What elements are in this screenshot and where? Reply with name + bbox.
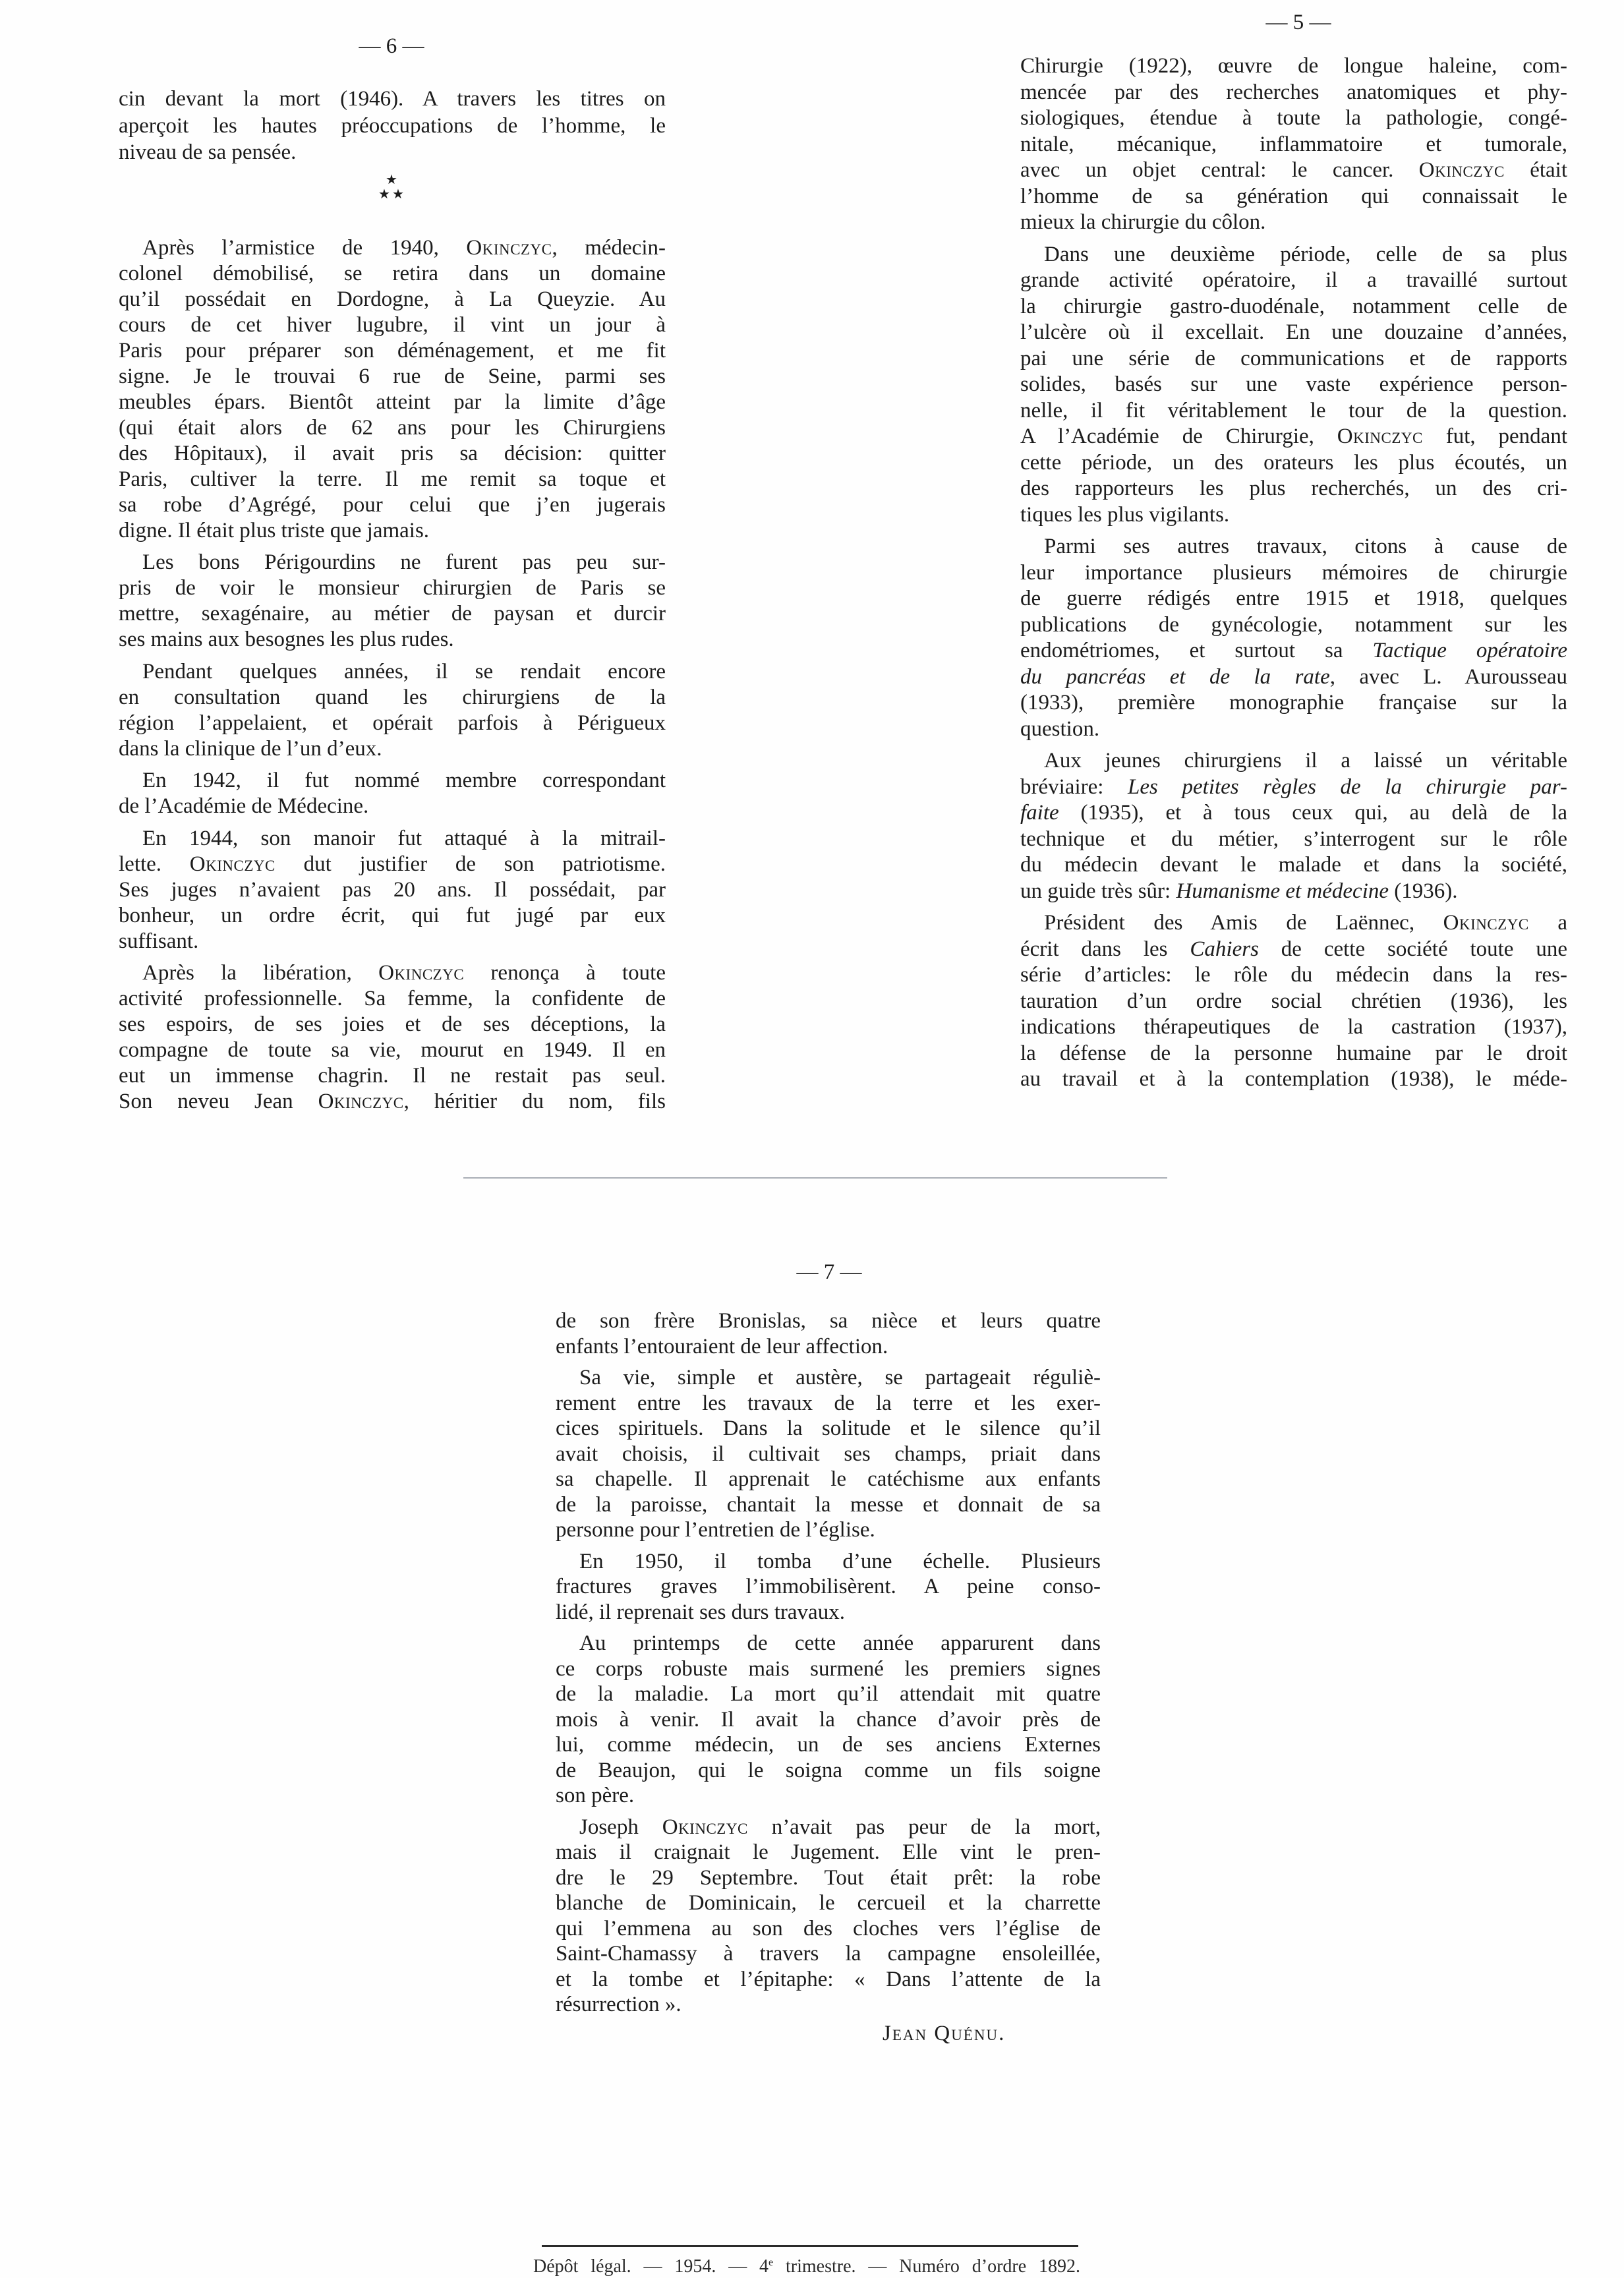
text-segment: blanche de Dominicain, le cercueil et la charrette — [556, 1891, 1101, 1915]
text-line — [556, 1783, 1101, 1809]
text-line — [556, 1517, 1101, 1543]
text-segment: de son frère Bronislas, sa nièce et leurs quatre — [556, 1309, 1101, 1333]
text-line — [1020, 476, 1567, 502]
paragraph — [556, 1631, 1101, 1809]
text-segment: meubles épars. Bientôt atteint par la limite d’âge — [119, 390, 666, 414]
text-segment: eut un immense chagrin. Il ne restait pas seul. — [119, 1063, 666, 1088]
text-line — [1020, 424, 1567, 450]
text-segment: cette période, un des orateurs les plus écoutés, un — [1020, 450, 1567, 475]
text-segment: était — [1504, 158, 1567, 182]
text-segment: qu’il possédait en Dordogne, à La Queyzie. Au — [119, 287, 666, 311]
text-line — [119, 287, 666, 312]
text-line — [556, 1758, 1101, 1784]
text-line — [119, 139, 666, 166]
text-segment: mois à venir. Il avait la chance d’avoir près de — [556, 1707, 1101, 1732]
text-line — [556, 1865, 1101, 1891]
text-segment: leur importance plusieurs mémoires de chirurgie — [1020, 560, 1567, 585]
text-line — [1020, 879, 1567, 905]
text-segment: dut justifier de son patriotisme. — [275, 852, 666, 876]
text-segment: cours de cet hiver lugubre, il vint un jour à — [119, 313, 666, 337]
text-segment: compagne de toute sa vie, mourut en 1949. Il en — [119, 1037, 666, 1062]
text-segment: résurrection ». — [556, 1993, 682, 2016]
text-line — [556, 1365, 1101, 1391]
text-line — [556, 1890, 1101, 1916]
text-line — [1020, 184, 1567, 210]
small-caps-name: Okinczyc — [1443, 911, 1529, 935]
paragraph — [1020, 53, 1567, 236]
text-segment: lette. — [119, 852, 190, 876]
star-icon: ★ — [392, 186, 404, 202]
italic-title: Les petites règles de la chirurgie par- — [1128, 774, 1567, 799]
page-5-body-text — [1020, 53, 1567, 1093]
text-segment: n’avait pas peur de la mort, — [747, 1815, 1101, 1839]
text-line — [1020, 320, 1567, 346]
text-line — [556, 1916, 1101, 1942]
text-segment: cin devant la mort (1946). A travers les titres on — [119, 87, 666, 111]
text-segment: , médecin- — [552, 236, 666, 260]
text-segment: enfants l’entouraient de leur affection. — [556, 1334, 888, 1358]
text-segment: bonheur, un ordre écrit, qui fut jugé par eux — [119, 903, 666, 927]
text-line — [119, 601, 666, 627]
text-segment: sa robe d’Agrégé, pour celui que j’en jugerais — [119, 493, 666, 517]
text-line — [1020, 502, 1567, 529]
paragraph — [119, 235, 666, 544]
text-line — [1020, 910, 1567, 937]
text-line — [1020, 690, 1567, 716]
text-line — [119, 826, 666, 852]
text-segment: la défense de la personne humaine par le droit — [1020, 1041, 1567, 1065]
small-caps-name: Okinczyc — [1418, 158, 1505, 182]
text-segment: A l’Académie de Chirurgie, — [1020, 424, 1337, 448]
text-segment: technique et du métier, s’interrogent sur le rôle — [1020, 827, 1567, 851]
text-segment: colonel démobilisé, se retira dans un domaine — [119, 262, 666, 285]
text-line — [1020, 612, 1567, 639]
paragraph — [1020, 242, 1567, 529]
text-line — [1020, 398, 1567, 424]
text-line — [556, 1992, 1101, 2018]
paragraph — [556, 1549, 1101, 1625]
text-segment: mettre, sexagénaire, au métier de paysan et durcir — [119, 602, 666, 626]
text-line — [1020, 80, 1567, 106]
text-segment: dans la clinique de l’un d’eux. — [119, 736, 382, 761]
text-segment: Après l’armistice de 1940, — [142, 236, 467, 260]
text-line — [1020, 294, 1567, 320]
star-icon: ★ — [378, 186, 390, 202]
text-segment: suffisant. — [119, 929, 199, 953]
text-segment: lidé, il reprenait ses durs travaux. — [556, 1600, 845, 1624]
paragraph — [1020, 534, 1567, 742]
text-segment: dre le 29 Septembre. Tout était prêt: la robe — [556, 1865, 1101, 1890]
text-segment: la chirurgie gastro-duodénale, notamment celle de — [1020, 294, 1567, 318]
text-line — [556, 1416, 1101, 1442]
italic-title: Tactique opératoire — [1372, 639, 1568, 662]
paragraph — [119, 550, 666, 653]
text-segment: Paris pour préparer son déménagement, et me fit — [119, 339, 666, 363]
text-segment: ses espoirs, de ses joies et de ses déceptions, la — [119, 1012, 666, 1036]
text-line — [1020, 242, 1567, 268]
text-segment: signe. Je le trouvai 6 rue de Seine, parmi ses — [119, 365, 666, 388]
text-line — [119, 518, 666, 544]
small-caps-name: Okinczyc — [662, 1815, 748, 1839]
paragraph — [119, 86, 666, 166]
text-line — [1020, 827, 1567, 853]
page-7-body-text — [556, 1308, 1101, 2018]
text-segment: En 1950, il tomba d’une échelle. Plusieurs — [579, 1549, 1101, 1573]
text-segment: pai une série de communications et de rapports — [1020, 346, 1567, 370]
legal-deposit-footer — [533, 2257, 1080, 2277]
text-line — [1020, 53, 1567, 80]
text-line — [1020, 346, 1567, 372]
text-segment: lui, comme médecin, un de ses anciens Externes — [556, 1733, 1101, 1757]
text-segment: (qui était alors de 62 ans pour les Chirurgiens — [119, 416, 666, 440]
small-caps-name: Okinczyc — [189, 852, 276, 876]
text-segment: Ses juges n’avaient pas 20 ans. Il possédait, par — [119, 877, 666, 902]
text-segment: qui l’emmena au son des cloches vers l’église de — [556, 1916, 1101, 1941]
text-line — [556, 1467, 1101, 1492]
text-segment: nelle, il fit véritablement le tour de la question. — [1020, 398, 1567, 423]
text-line — [556, 1707, 1101, 1733]
text-line — [119, 415, 666, 441]
text-line — [119, 903, 666, 929]
text-line — [119, 929, 666, 954]
text-segment: rement entre les travaux de la terre et les exer- — [556, 1391, 1101, 1415]
text-line — [556, 1840, 1101, 1865]
text-line — [119, 86, 666, 113]
text-line — [1020, 560, 1567, 587]
text-segment: de la maladie. La mort qu’il attendait mit quatre — [556, 1682, 1101, 1706]
small-caps-name: Okinczyc — [378, 960, 465, 985]
text-segment: Après la libération, — [142, 960, 379, 985]
text-segment: un guide très sûr: — [1020, 879, 1176, 903]
text-line — [556, 1492, 1101, 1518]
page-separator — [463, 1177, 1167, 1179]
text-segment: Pendant quelques années, il se rendait encore — [142, 659, 666, 684]
text-segment: , avec L. Aurousseau — [1329, 664, 1567, 689]
text-line — [1020, 800, 1567, 827]
text-line — [119, 852, 666, 877]
text-segment: avait choisis, il cultivait ses champs, priait dans — [556, 1442, 1101, 1466]
text-segment: solides, basés sur une vaste expérience person- — [1020, 372, 1567, 396]
text-line — [1020, 210, 1567, 236]
page-number-7: — 7 — — [796, 1260, 862, 1284]
text-line — [119, 113, 666, 140]
text-line — [119, 877, 666, 903]
text-line — [556, 1308, 1101, 1334]
text-segment: nitale, mécanique, inflammatoire et tumorale, — [1020, 132, 1567, 156]
text-line — [556, 1732, 1101, 1758]
text-segment: renonça à toute — [464, 960, 666, 985]
text-segment: de la paroisse, chantait la messe et donnait de sa — [556, 1492, 1101, 1517]
paragraph — [119, 768, 666, 819]
text-line — [119, 659, 666, 685]
text-segment: Au printemps de cette année apparurent dans — [579, 1631, 1101, 1655]
text-line — [1020, 989, 1567, 1015]
text-line — [119, 467, 666, 492]
text-segment: et la tombe et l’épitaphe: « Dans l’attente de la — [556, 1967, 1101, 1991]
page-6-intro-text — [119, 86, 666, 166]
text-segment: de Beaujon, qui le soigna comme un fils soigne — [556, 1758, 1101, 1782]
text-segment: mieux la chirurgie du côlon. — [1020, 210, 1266, 234]
text-segment: Saint-Chamassy à travers la campagne ensoleillée, — [556, 1942, 1101, 1966]
text-line — [119, 736, 666, 762]
text-line — [556, 1967, 1101, 1993]
text-line — [119, 685, 666, 711]
text-line — [556, 1600, 1101, 1625]
text-segment: des Hôpitaux), il avait pris sa décision: quitter — [119, 442, 666, 465]
text-segment: Joseph — [579, 1815, 662, 1839]
italic-title: du pancréas et de la rate — [1020, 664, 1330, 689]
text-segment: avec un objet central: le cancer. — [1020, 158, 1419, 182]
text-segment: de guerre rédigés entre 1915 et 1918, quelques — [1020, 587, 1567, 610]
asterism-icon — [372, 173, 411, 204]
text-line — [119, 441, 666, 467]
text-segment: siologiques, étendue à toute la pathologie, congé- — [1020, 106, 1567, 130]
text-segment: grande activité opératoire, il a travaillé surtout — [1020, 268, 1567, 292]
text-line — [119, 312, 666, 338]
text-segment: l’homme de sa génération qui connaissait le — [1020, 184, 1567, 208]
text-line — [119, 1037, 666, 1063]
paragraph — [1020, 910, 1567, 1093]
text-line — [1020, 586, 1567, 612]
text-line — [1020, 268, 1567, 294]
text-segment: indications thérapeutiques de la castration (1937), — [1020, 1015, 1567, 1039]
text-segment: pris de voir le monsieur chirurgien de Paris se — [119, 576, 666, 600]
author-signature: Jean Quénu. — [883, 2022, 1006, 2045]
text-line — [119, 1012, 666, 1037]
text-segment: aperçoit les hautes préoccupations de l’homme, le — [119, 113, 666, 138]
text-line — [556, 1941, 1101, 1967]
page-number-5: — 5 — — [1265, 11, 1331, 34]
text-segment: digne. Il était plus triste que jamais. — [119, 519, 430, 542]
text-line — [1020, 450, 1567, 477]
text-line — [1020, 1041, 1567, 1067]
page-6-body-text — [119, 235, 666, 1115]
text-segment: en consultation quand les chirurgiens de la — [119, 685, 666, 709]
text-segment: fut, pendant — [1422, 424, 1568, 448]
text-segment: mais il craignait le Jugement. Elle vint le pren- — [556, 1840, 1101, 1864]
text-segment: Parmi ses autres travaux, citons à cause de — [1044, 535, 1567, 558]
text-line — [1020, 664, 1567, 691]
text-segment: En 1944, son manoir fut attaqué à la mitrail- — [142, 826, 666, 850]
text-segment: bréviaire: — [1020, 774, 1128, 799]
paragraph — [119, 659, 666, 762]
text-line — [1020, 1014, 1567, 1041]
text-line — [556, 1549, 1101, 1575]
paragraph — [556, 1308, 1101, 1359]
text-line — [1020, 158, 1567, 184]
text-line — [556, 1442, 1101, 1467]
footer-superscript: e — [768, 2257, 774, 2268]
text-segment: de cette société toute une — [1258, 937, 1567, 961]
text-segment: activité professionnelle. Sa femme, la confidente de — [119, 986, 666, 1010]
paragraph — [556, 1815, 1101, 2018]
text-line — [1020, 1066, 1567, 1093]
text-segment: Sa vie, simple et austère, se partageait réguliè- — [579, 1366, 1101, 1389]
text-segment: cices spirituels. Dans la solitude et le silence qu’il — [556, 1416, 1101, 1440]
text-segment: Les bons Périgourdins ne furent pas peu sur- — [142, 550, 666, 575]
footer-text-end: trimestre. — Numéro d’ordre 1892. — [773, 2256, 1080, 2277]
text-line — [119, 575, 666, 601]
text-line — [119, 794, 666, 819]
text-line — [119, 492, 666, 518]
italic-title: Humanisme et médecine — [1176, 879, 1389, 903]
text-segment: En 1942, il fut nommé membre correspondant — [142, 769, 666, 793]
text-line — [119, 261, 666, 287]
text-segment: de l’Académie de Médecine. — [119, 794, 369, 819]
page-number-6: — 6 — — [359, 34, 424, 58]
text-line — [119, 1063, 666, 1089]
text-line — [119, 364, 666, 390]
text-segment: région l’appelaient, et opérait parfois à Périgueux — [119, 711, 666, 735]
text-segment: au travail et à la contemplation (1938), le méde- — [1020, 1067, 1567, 1091]
text-segment: (1933), première monographie française sur la — [1020, 691, 1567, 715]
text-line — [1020, 105, 1567, 132]
text-line — [1020, 638, 1567, 664]
text-segment: écrit dans les — [1020, 937, 1190, 961]
paragraph — [556, 1365, 1101, 1543]
text-segment: série d’articles: le rôle du médecin dans la res- — [1020, 963, 1567, 987]
text-segment: question. — [1020, 716, 1100, 741]
text-segment: tauration d’un ordre social chrétien (1936), les — [1020, 989, 1567, 1013]
text-line — [1020, 534, 1567, 560]
text-segment: (1936). — [1389, 879, 1458, 903]
text-line — [119, 627, 666, 653]
text-line — [119, 235, 666, 261]
text-segment: tiques les plus vigilants. — [1020, 502, 1230, 527]
text-line — [119, 986, 666, 1012]
text-line — [556, 1681, 1101, 1707]
text-segment: ce corps robuste mais surmené les premiers signes — [556, 1656, 1101, 1681]
text-segment: publications de gynécologie, notamment sur les — [1020, 612, 1567, 637]
paragraph — [119, 960, 666, 1115]
text-segment: Président des Amis de Laënnec, — [1044, 911, 1443, 935]
text-line — [1020, 774, 1567, 801]
paragraph — [119, 826, 666, 954]
text-line — [556, 1656, 1101, 1682]
text-line — [1020, 132, 1567, 158]
text-segment: fractures graves l’immobilisèrent. A peine conso- — [556, 1575, 1101, 1598]
text-line — [119, 338, 666, 364]
star-icon: ★ — [386, 171, 397, 187]
small-caps-name: Okinczyc — [1337, 424, 1423, 448]
footer-rule — [542, 2245, 1078, 2247]
text-segment: Aux jeunes chirurgiens il a laissé un véritable — [1044, 749, 1567, 773]
text-segment: Son neveu Jean — [119, 1089, 318, 1113]
text-line — [1020, 852, 1567, 879]
text-line — [556, 1334, 1101, 1360]
text-line — [556, 1815, 1101, 1840]
text-line — [1020, 937, 1567, 963]
text-segment: niveau de sa pensée. — [119, 140, 297, 164]
text-segment: sa chapelle. Il apprenait le catéchisme aux enfants — [556, 1467, 1101, 1491]
footer-text-start: Dépôt légal. — 1954. — 4 — [533, 2256, 769, 2277]
text-segment: Paris, cultiver la terre. Il me remit sa toque et — [119, 467, 666, 491]
text-segment: mencée par des recherches anatomiques et phy- — [1020, 80, 1567, 104]
text-segment: a — [1528, 911, 1567, 935]
text-line — [556, 1391, 1101, 1416]
paragraph — [1020, 748, 1567, 904]
text-line — [119, 390, 666, 415]
text-segment: (1935), et à tous ceux qui, au delà de la — [1058, 801, 1567, 825]
text-segment: personne pour l’entretien de l’église. — [556, 1518, 875, 1542]
text-segment: Chirurgie (1922), œuvre de longue haleine, com- — [1020, 54, 1567, 78]
text-segment: Dans une deuxième période, celle de sa plus — [1044, 242, 1567, 266]
text-segment: son père. — [556, 1784, 635, 1807]
text-segment: des rapporteurs les plus recherchés, un des cri- — [1020, 477, 1567, 500]
text-line — [119, 711, 666, 736]
text-segment: l’ulcère où il excellait. En une douzaine d’années, — [1020, 320, 1567, 344]
small-caps-name: Okinczyc — [318, 1089, 404, 1113]
text-line — [119, 768, 666, 794]
text-line — [556, 1574, 1101, 1600]
text-line — [556, 1631, 1101, 1656]
text-line — [1020, 372, 1567, 398]
text-line — [1020, 716, 1567, 743]
text-segment: , héritier du nom, fils — [403, 1089, 666, 1113]
text-segment: du médecin devant le malade et dans la société, — [1020, 853, 1567, 877]
italic-title: faite — [1020, 801, 1059, 825]
italic-title: Cahiers — [1190, 937, 1259, 961]
text-line — [119, 550, 666, 575]
text-line — [119, 960, 666, 986]
small-caps-name: Okinczyc — [466, 236, 552, 260]
text-line — [1020, 748, 1567, 774]
text-segment: endométriomes, et surtout sa — [1020, 639, 1373, 662]
text-line — [119, 1089, 666, 1115]
text-segment: ses mains aux besognes les plus rudes. — [119, 628, 454, 652]
text-line — [1020, 962, 1567, 989]
